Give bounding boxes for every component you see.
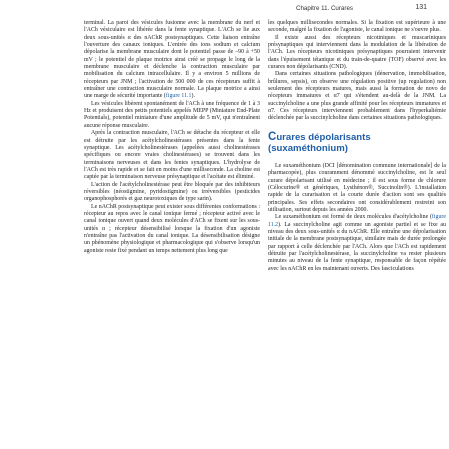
paragraph: Dans certaines situations pathologiques (dénervation, immobilisation, brûlures, sepsis), on observe une régulation positive (up regulation) non seulement des récepteurs matures, mais aussi la formation de novo de récepteurs immatures et α7 qui s'étendent au-delà de la JNM. La succinylcholine a une plus grande affinité pour les récepteurs immatures et α7. Ces récepteurs interviennent probablement dans l'hyperkaliémie déclenchée par la succinylcholine dans certaines situations pathologiques. (268, 71, 446, 122)
figure-reference-link[interactable]: figure 11.2 (268, 214, 446, 228)
section-heading-initial: C (268, 130, 277, 143)
paragraph: Le nAChR postsynaptique peut exister sous différentes conformations : récepteur au repos avec le canal ionique fermé ; récepteur activé avec le canal ionique ouvert quand deux molécules d'ACh se fixent sur les sous-unités α ; récepteur désensibilisé lorsque la fixation d'un agoniste n'entraîne pas l'activation du canal ionique. La désensibilisation désigne un phénomène physiologique et pharmacologique qui s'observe lorsqu'un agoniste reste fixé pendant un temps nettement plus long que (84, 203, 260, 254)
section-heading-line1: urares dépolarisants (276, 131, 371, 143)
paragraph: Le suxaméthonium est formé de deux molécules d'acétylcholine (figure 11.2). La succinylcholine agit comme un agoniste partiel et se fixe au niveau des deux sous-unités α du nAChR. Elle entraîne une dépolarisation initiale de la membrane postsynaptique, similaire mais de durée prolongée par rapport à celle déclenchée par l'ACh. Alors que l'ACh est rapidement détruite par l'acétylcholinestérase, la succinylcholine va rester plusieurs minutes au niveau de la fente synaptique, responsable de façon répétée avec les nAChR en les maintenant ouverts. Des fasciculations (268, 214, 446, 272)
section-heading (268, 132, 446, 154)
page-header (296, 4, 427, 14)
right-column (268, 20, 446, 273)
page-number: 131 (415, 4, 427, 11)
paragraph: les quelques millisecondes normales. Si la fixation est supérieure à une seconde, malgré la fixation de l'agoniste, le canal ionique ne s'ouvre plus. (268, 20, 446, 34)
section-heading-line2: (suxaméthonium) (268, 142, 348, 154)
paragraph: Le suxaméthonium (DCI [dénomination commune internationale] de la pharmacopée), plus couramment dénommé succinylcholine, est le seul curare dépolarisant utilisé en médecine ; il est sous forme de chlorure (Célocurine® et génériques, Lysthénon®, Succinolin®). L'installation rapide de la curarisation et la courte durée d'action sont ses qualités principales. Ses effets secondaires ont considérablement restreint son utilisation, surtout depuis les années 2000. (268, 162, 446, 213)
paragraph: Les vésicules libèrent spontanément de l'ACh à une fréquence de 1 à 3 Hz et produisent des petits potentiels appelés MEPP (Miniature End-Plate Potentials), potentiel miniature d'une amplitude de 5 mV, qui n'entraînent aucune réponse musculaire. (84, 100, 260, 129)
figure-reference-link[interactable]: figure 11.1 (165, 93, 192, 100)
paragraph: L'action de l'acétylcholinestérase peut être bloquée par des inhibiteurs réversibles (néostigmine, pyridostigmine) ou irréversibles (pesticides organophosphorés et gaz neurotoxiques de type sarin). (84, 181, 260, 203)
paragraph: terminal. La paroi des vésicules fusionne avec la membrane du nerf et l'ACh vésiculaire est libérée dans la fente synaptique. L'ACh se lie aux deux sous-unités α des nAChR postsynaptiques. Cette liaison entraîne l'ouverture des canaux ioniques. L'entrée des ions sodium et calcium dépolarise la membrane musculaire dont le potentiel passe de –90 à +50 mV ; le potentiel de plaque motrice ainsi créé se propage le long de la membrane musculaire et déclenche la contraction musculaire par mobilisation du calcium intracellulaire. Il y a environ 5 millions de récepteurs par JNM ; l'activation de 500 000 de ces récepteurs suffit à entraîner une contraction musculaire normale. La plaque motrice a ainsi une marge de sécurité importante (figure 11.1). (84, 20, 260, 100)
paragraph: Après la contraction musculaire, l'ACh se détache du récepteur et elle est détruite par les acétylcholinestérases présentes dans la fente synaptique. Les acétylcholinestérases (appelées aussi cholinestérases spécifiques ou encore vraies cholinestérases) se trouvent dans les terminaisons nerveuses et dans les fentes synaptiques. L'hydrolyse de l'ACh est très rapide et se fait en moins d'une milliseconde. La choline est captée par la terminaison nerveuse présynaptique et l'acétate est éliminé. (84, 130, 260, 181)
left-column (84, 20, 260, 255)
chapter-title: Chapitre 11. Curares (296, 5, 353, 12)
paragraph: Il existe aussi des récepteurs nicotiniques et muscariniques présynaptiques qui interviennent dans la modulation de la libération de l'ACh. Les récepteurs nicotiniques présynaptiques pourraient intervenir dans l'épuisement tétanique et du train-de-quatre (TOF) observé avec les curares non dépolarisants (CND). (268, 34, 446, 71)
